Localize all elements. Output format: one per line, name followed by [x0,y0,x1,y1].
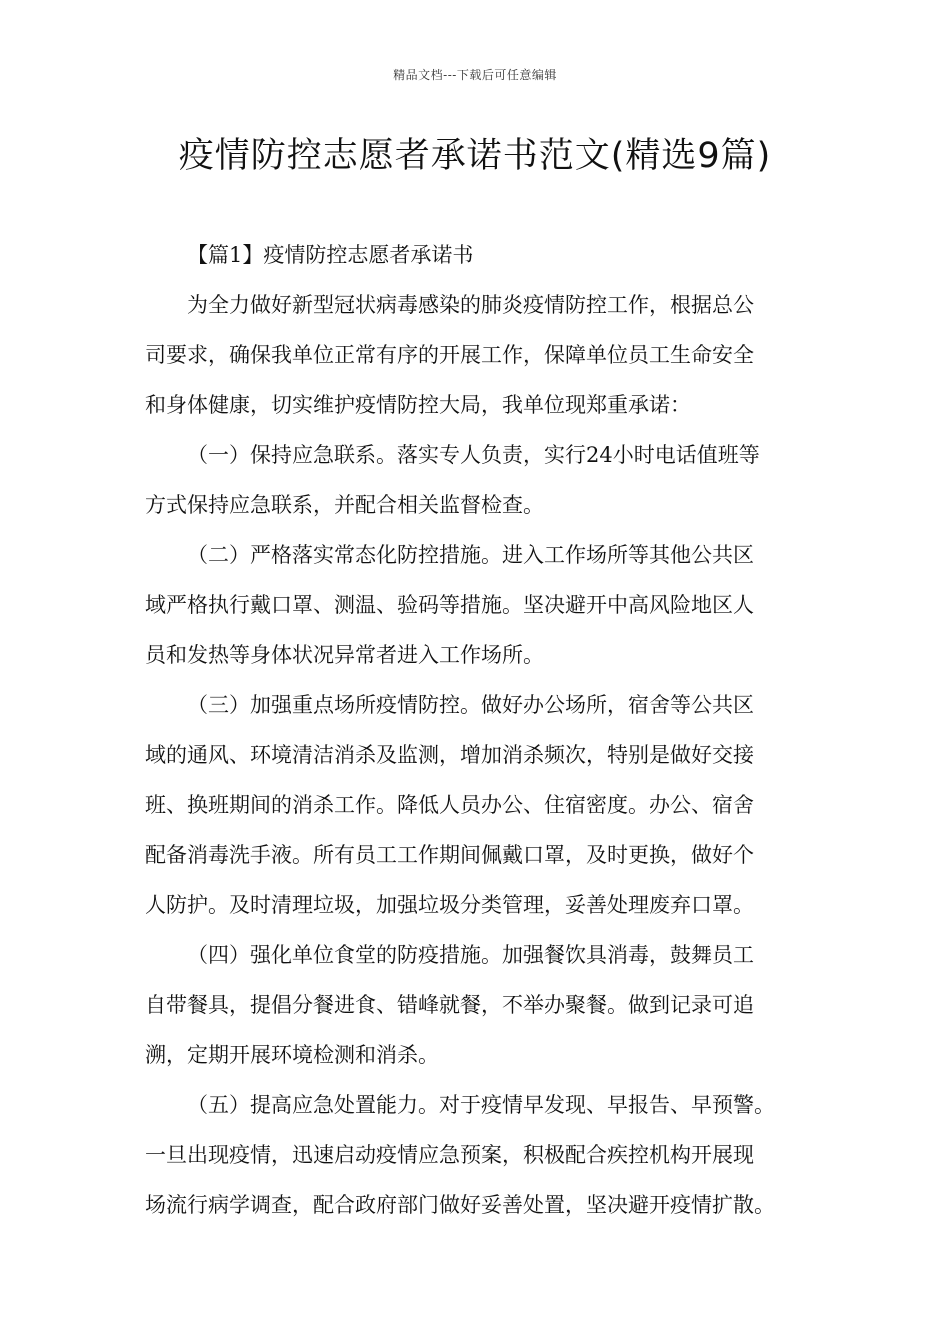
paragraph-line: 人防护。及时清理垃圾，加强垃圾分类管理，妥善处理废弃口罩。 [145,893,754,917]
paragraph [145,280,810,430]
document-body [145,230,810,1230]
paragraph [145,430,810,530]
document-title: 疫情防控志愿者承诺书范文(精选9篇) [178,136,772,176]
paragraph-line: （四）强化单位食堂的防疫措施。加强餐饮具消毒，鼓舞员工 [187,943,754,967]
paragraph-line: （一）保持应急联系。落实专人负责，实行24小时电话值班等 [187,443,760,467]
paragraph-line: （二）严格落实常态化防控措施。进入工作场所等其他公共区 [187,543,754,567]
section-heading: 【篇1】疫情防控志愿者承诺书 [187,243,474,267]
paragraph-line: 司要求，确保我单位正常有序的开展工作，保障单位员工生命安全 [145,343,754,367]
paragraph-line: 域严格执行戴口罩、测温、验码等措施。坚决避开中高风险地区人 [145,593,754,617]
paragraph-line: 一旦出现疫情，迅速启动疫情应急预案，积极配合疾控机构开展现 [145,1143,754,1167]
paragraph-line: 场流行病学调查，配合政府部门做好妥善处置，坚决避开疫情扩散。 [145,1193,775,1217]
paragraph [145,530,810,680]
paragraph-line: （五）提高应急处置能力。对于疫情早发现、早报告、早预警。 [187,1093,775,1117]
paragraph [145,680,810,930]
paragraph-line: 溯，定期开展环境检测和消杀。 [145,1043,439,1067]
paragraph-line: 自带餐具，提倡分餐进食、错峰就餐，不举办聚餐。做到记录可追 [145,993,754,1017]
paragraph-line: 配备消毒洗手液。所有员工工作期间佩戴口罩，及时更换，做好个 [145,843,754,867]
header-note: 精品文档---下载后可任意编辑 [393,68,557,82]
paragraph [145,930,810,1080]
paragraph-line: 为全力做好新型冠状病毒感染的肺炎疫情防控工作，根据总公 [187,293,754,317]
paragraph-line: 员和发热等身体状况异常者进入工作场所。 [145,643,544,667]
paragraph-line: 方式保持应急联系，并配合相关监督检查。 [145,493,544,517]
paragraph-line: 域的通风、环境清洁消杀及监测，增加消杀频次，特别是做好交接 [145,743,754,767]
paragraph-line: 班、换班期间的消杀工作。降低人员办公、住宿密度。办公、宿舍 [145,793,754,817]
paragraph [145,1080,810,1230]
paragraph-line: （三）加强重点场所疫情防控。做好办公场所，宿舍等公共区 [187,693,754,717]
paragraph-line: 和身体健康，切实维护疫情防控大局，我单位现郑重承诺： [145,393,691,417]
